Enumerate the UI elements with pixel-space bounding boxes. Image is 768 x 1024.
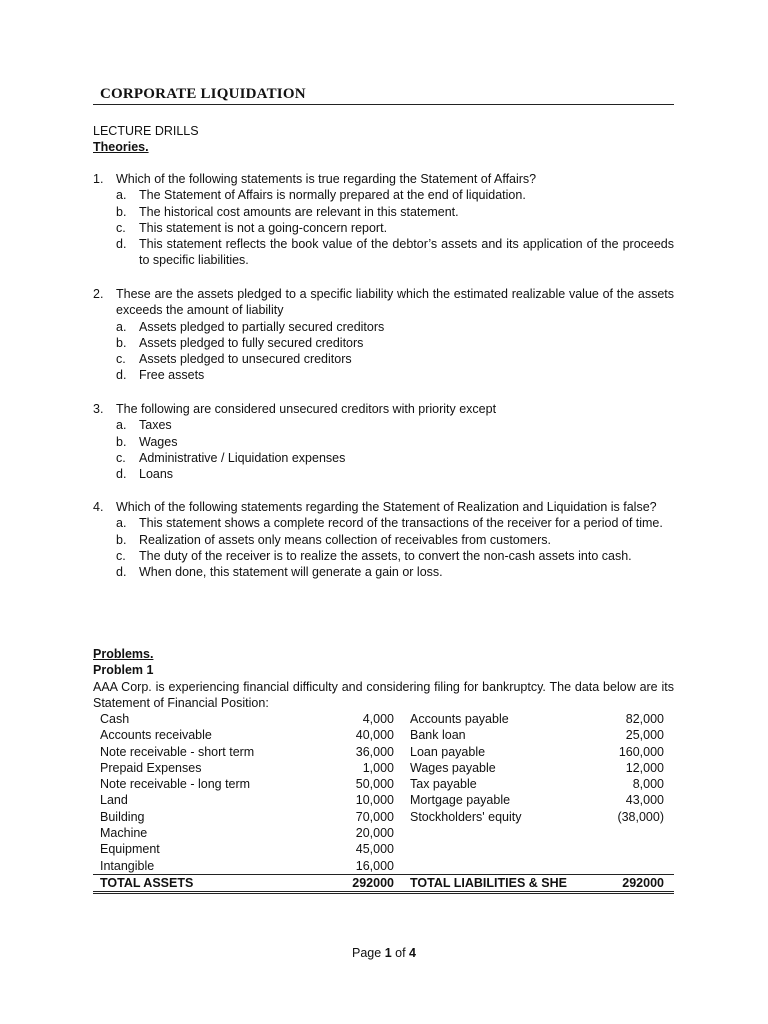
option-text: Assets pledged to fully secured creditors (139, 335, 364, 350)
asset-label: Cash (100, 712, 130, 726)
option-text: Assets pledged to partially secured creditors (139, 319, 385, 334)
table-row (93, 744, 674, 760)
option-letter: c. (116, 450, 126, 465)
problems-heading: Problems. (93, 647, 154, 661)
problem-1-text: AAA Corp. is experiencing financial difficulty and considering filing for bankruptcy. The data below are its Statement of Financial Position: (93, 679, 674, 710)
liability-value: 25,000 (625, 728, 664, 743)
option-letter: a. (116, 319, 127, 334)
option-text: Assets pledged to unsecured creditors (139, 352, 352, 367)
option-letter: c. (116, 548, 126, 563)
option-letter: d. (116, 368, 127, 383)
option-letter: d. (116, 467, 127, 482)
liability-value: 82,000 (625, 712, 664, 726)
liability-value (570, 858, 674, 875)
liability-label: Accounts payable (410, 712, 509, 726)
liability-value: 160,000 (618, 744, 664, 759)
asset-value: 50,000 (355, 777, 394, 792)
document-title: CORPORATE LIQUIDATION (100, 86, 306, 102)
total-liabilities-value: 292000 (570, 874, 674, 892)
asset-label: Note receivable - short term (100, 744, 255, 759)
option-text: Loans (139, 467, 174, 482)
option-text: The duty of the receiver is to realize the assets, to convert the non-cash assets into cash. (139, 548, 632, 563)
option-letter: b. (116, 204, 127, 219)
total-pages-number: 4 (409, 946, 416, 960)
question-3 (93, 401, 674, 482)
asset-value: 10,000 (355, 793, 394, 808)
of-label: of (395, 946, 406, 960)
table-row (93, 792, 674, 808)
option-text: Administrative / Liquidation expenses (139, 450, 346, 465)
page-footer (0, 946, 768, 960)
total-liabilities-label: TOTAL LIABILITIES & SHE (400, 874, 570, 892)
option-letter: d. (116, 237, 127, 252)
current-page-number: 1 (384, 946, 392, 960)
question-4 (93, 499, 674, 580)
question-text: Which of the following statements regarding the Statement of Realization and Liquidation is false? (116, 500, 657, 514)
asset-label: Building (100, 809, 145, 824)
option-text: Realization of assets only means collection of receivables from customers. (139, 532, 551, 547)
asset-label: Prepaid Expenses (100, 760, 202, 775)
table-row (93, 825, 674, 841)
statement-of-financial-position (93, 711, 674, 894)
liability-label: Tax payable (410, 777, 477, 792)
total-assets-value: 292000 (300, 874, 400, 892)
asset-value: 4,000 (362, 712, 394, 726)
option-text: Taxes (139, 418, 172, 433)
option-letter: b. (116, 335, 127, 350)
question-number: 2. (93, 287, 104, 301)
option-text: Free assets (139, 368, 205, 383)
asset-label: Land (100, 793, 128, 808)
total-assets-label: TOTAL ASSETS (93, 874, 300, 892)
question-number: 3. (93, 402, 104, 416)
table-row (93, 809, 674, 825)
asset-value: 1,000 (362, 760, 394, 775)
option-letter: a. (116, 418, 127, 433)
liability-label: Loan payable (410, 744, 486, 759)
asset-value: 40,000 (355, 728, 394, 743)
table-row (93, 711, 674, 727)
liability-label: Mortgage payable (410, 793, 511, 808)
table-row (93, 841, 674, 857)
asset-value: 16,000 (355, 858, 394, 873)
option-letter: a. (116, 516, 127, 531)
option-letter: b. (116, 434, 127, 449)
asset-value: 20,000 (355, 826, 394, 841)
option-text: When done, this statement will generate a gain or loss. (139, 565, 443, 580)
question-text: These are the assets pledged to a specific liability which the estimated realizable value of the assets exceeds the amount of liability (116, 287, 674, 318)
title-rule (93, 86, 674, 105)
question-1 (93, 171, 674, 269)
option-letter: c. (116, 220, 126, 235)
lecture-drills-heading: LECTURE DRILLS (93, 124, 199, 138)
question-number: 4. (93, 500, 104, 514)
liability-value (570, 841, 674, 857)
asset-label: Equipment (100, 842, 160, 857)
liability-label: Stockholders' equity (410, 809, 522, 824)
option-letter: c. (116, 352, 126, 367)
option-text: This statement shows a complete record of the transactions of the receiver for a period of time. (139, 516, 663, 531)
asset-value: 70,000 (355, 809, 394, 824)
asset-label: Accounts receivable (100, 728, 212, 743)
option-text: This statement is not a going-concern report. (139, 220, 388, 235)
asset-value: 36,000 (355, 744, 394, 759)
asset-label: Note receivable - long term (100, 777, 251, 792)
liability-value: 12,000 (625, 760, 664, 775)
liability-label (400, 858, 570, 875)
problem-1-heading: Problem 1 (93, 663, 154, 678)
problems-section (93, 646, 674, 711)
table-row (93, 727, 674, 743)
total-row (93, 874, 674, 892)
liability-value: 43,000 (625, 793, 664, 808)
table-row (93, 858, 674, 875)
asset-label: Intangible (100, 858, 155, 873)
page-label: Page (352, 946, 382, 960)
table-row (93, 760, 674, 776)
option-letter: b. (116, 532, 127, 547)
asset-value: 45,000 (355, 842, 394, 857)
option-text: Wages (139, 434, 178, 449)
liability-value: 8,000 (632, 777, 664, 792)
table-row (93, 776, 674, 792)
asset-label: Machine (100, 826, 148, 841)
liability-label (400, 841, 570, 857)
option-text: The Statement of Affairs is normally prepared at the end of liquidation. (139, 188, 526, 203)
option-text: This statement reflects the book value of the debtor’s assets and its application of the proceeds to specific liabilities. (139, 237, 674, 268)
liability-value (570, 825, 674, 841)
section-headings (93, 123, 674, 156)
question-number: 1. (93, 172, 104, 186)
option-text: The historical cost amounts are relevant in this statement. (139, 204, 459, 219)
liability-label (400, 825, 570, 841)
option-letter: d. (116, 565, 127, 580)
liability-value: (38,000) (617, 809, 664, 824)
theories-heading: Theories. (93, 140, 149, 155)
option-letter: a. (116, 188, 127, 203)
question-2 (93, 286, 674, 384)
question-text: The following are considered unsecured creditors with priority except (116, 402, 497, 416)
liability-label: Wages payable (410, 760, 496, 775)
liability-label: Bank loan (410, 728, 466, 743)
question-text: Which of the following statements is true regarding the Statement of Affairs? (116, 172, 537, 186)
